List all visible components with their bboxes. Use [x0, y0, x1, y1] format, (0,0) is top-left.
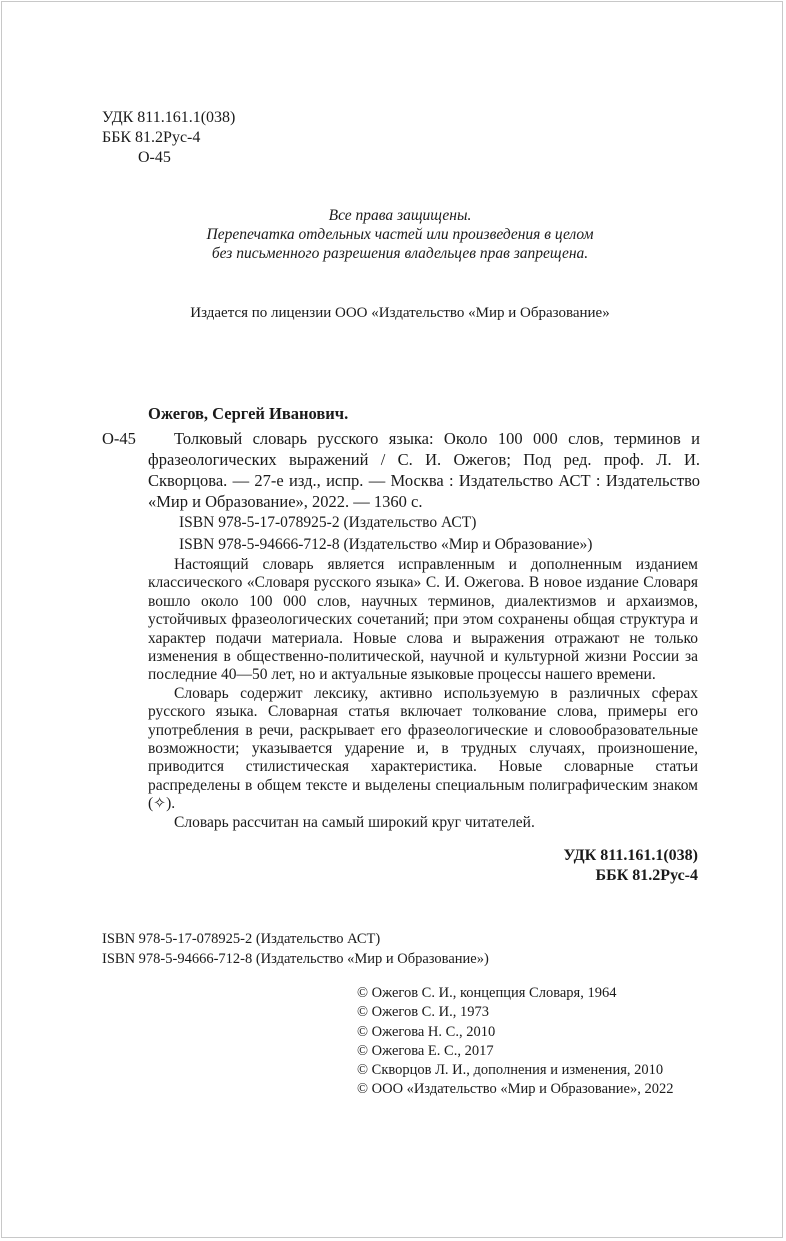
annotation-paragraph: Словарь содержит лексику, активно используемую в различных сферах русского языка. Словарная статья включает толкование слова, примеры его употребления в речи, раскрывает его фразеологические и словообразовательные возможности; указывается ударение и, в трудных случаях, произношение, приводится стилистическая характеристика. Новые словарные статьи распределены в общем тексте и выделены специальным полиграфическим знаком (✧). [148, 684, 698, 813]
isbn-line: ISBN 978-5-17-078925-2 (Издательство АСТ) [102, 931, 381, 947]
rights-line: Все права защищены. [328, 207, 472, 224]
isbn-block [102, 930, 489, 969]
author-mark: О-45 [102, 429, 136, 448]
rights-notice [100, 206, 700, 263]
copyright-line: © Ожегов С. И., 1973 [357, 1004, 489, 1021]
isbn-line: ISBN 978-5-17-078925-2 (Издательство АСТ) [179, 514, 477, 531]
bibliographic-record [102, 403, 700, 556]
bbk-code: ББК 81.2Рус-4 [595, 867, 698, 884]
license-note: Издается по лицензии ООО «Издательство «Мир и Образование» [190, 305, 610, 321]
description-text: Толковый словарь русского языка: Около 100 000 слов, терминов и фразеологических выражений / С. И. Ожегов; Под ред. проф. Л. И. Скворцова. — 27-е изд., испр. — Москва : Издательство АСТ : Издательство «Мир и Образование», 2022. — 1360 с. [148, 429, 700, 511]
classification-header [102, 108, 235, 168]
isbn-line: ISBN 978-5-94666-712-8 (Издательство «Мир и Образование») [102, 950, 489, 967]
bbk-code: ББК 81.2Рус-4 [102, 129, 201, 146]
rights-line: Перепечатка отдельных частей или произведения в целом [206, 226, 594, 243]
annotation-paragraph: Настоящий словарь является исправленным и дополненным изданием классического «Словаря русского языка» С. И. Ожегова. В новое издание Словаря вошло около 100 000 слов, научных терминов, диалектизмов и архаизмов, устойчивых фразеологических сочетаний; при этом сохранены общая структура и характер подачи материала. Новые слова и выражения отражают не только изменения в общественно-политической, научной и культурной жизни России за последние 40—50 лет, но и актуальные языковые процессы нашего времени. [148, 556, 698, 684]
annotation-paragraph: Словарь рассчитан на самый широкий круг читателей. [174, 813, 535, 831]
copyright-line: © Ожегова Н. С., 2010 [357, 1023, 496, 1040]
udk-code: УДК 811.161.1(038) [102, 109, 236, 126]
classification-footer [563, 846, 698, 886]
copyright-line: © Ожегова Е. С., 2017 [357, 1042, 494, 1059]
copyright-line: © Ожегов С. И., концепция Словаря, 1964 [357, 985, 617, 1001]
bibliographic-description [102, 428, 700, 512]
copyright-line: © Скворцов Л. И., дополнения и изменения, 2010 [357, 1062, 664, 1079]
rights-line: без письменного разрешения владельцев прав запрещена. [211, 245, 589, 262]
annotation [148, 556, 698, 832]
isbn-line: ISBN 978-5-94666-712-8 (Издательство «Мир и Образование») [179, 536, 593, 553]
author-heading: Ожегов, Сергей Иванович. [148, 404, 349, 423]
copyright-line: © ООО «Издательство «Мир и Образование», 2022 [357, 1081, 674, 1098]
copyright-block [357, 984, 673, 1100]
author-mark: О-45 [138, 149, 171, 166]
udk-code: УДК 811.161.1(038) [563, 847, 698, 864]
